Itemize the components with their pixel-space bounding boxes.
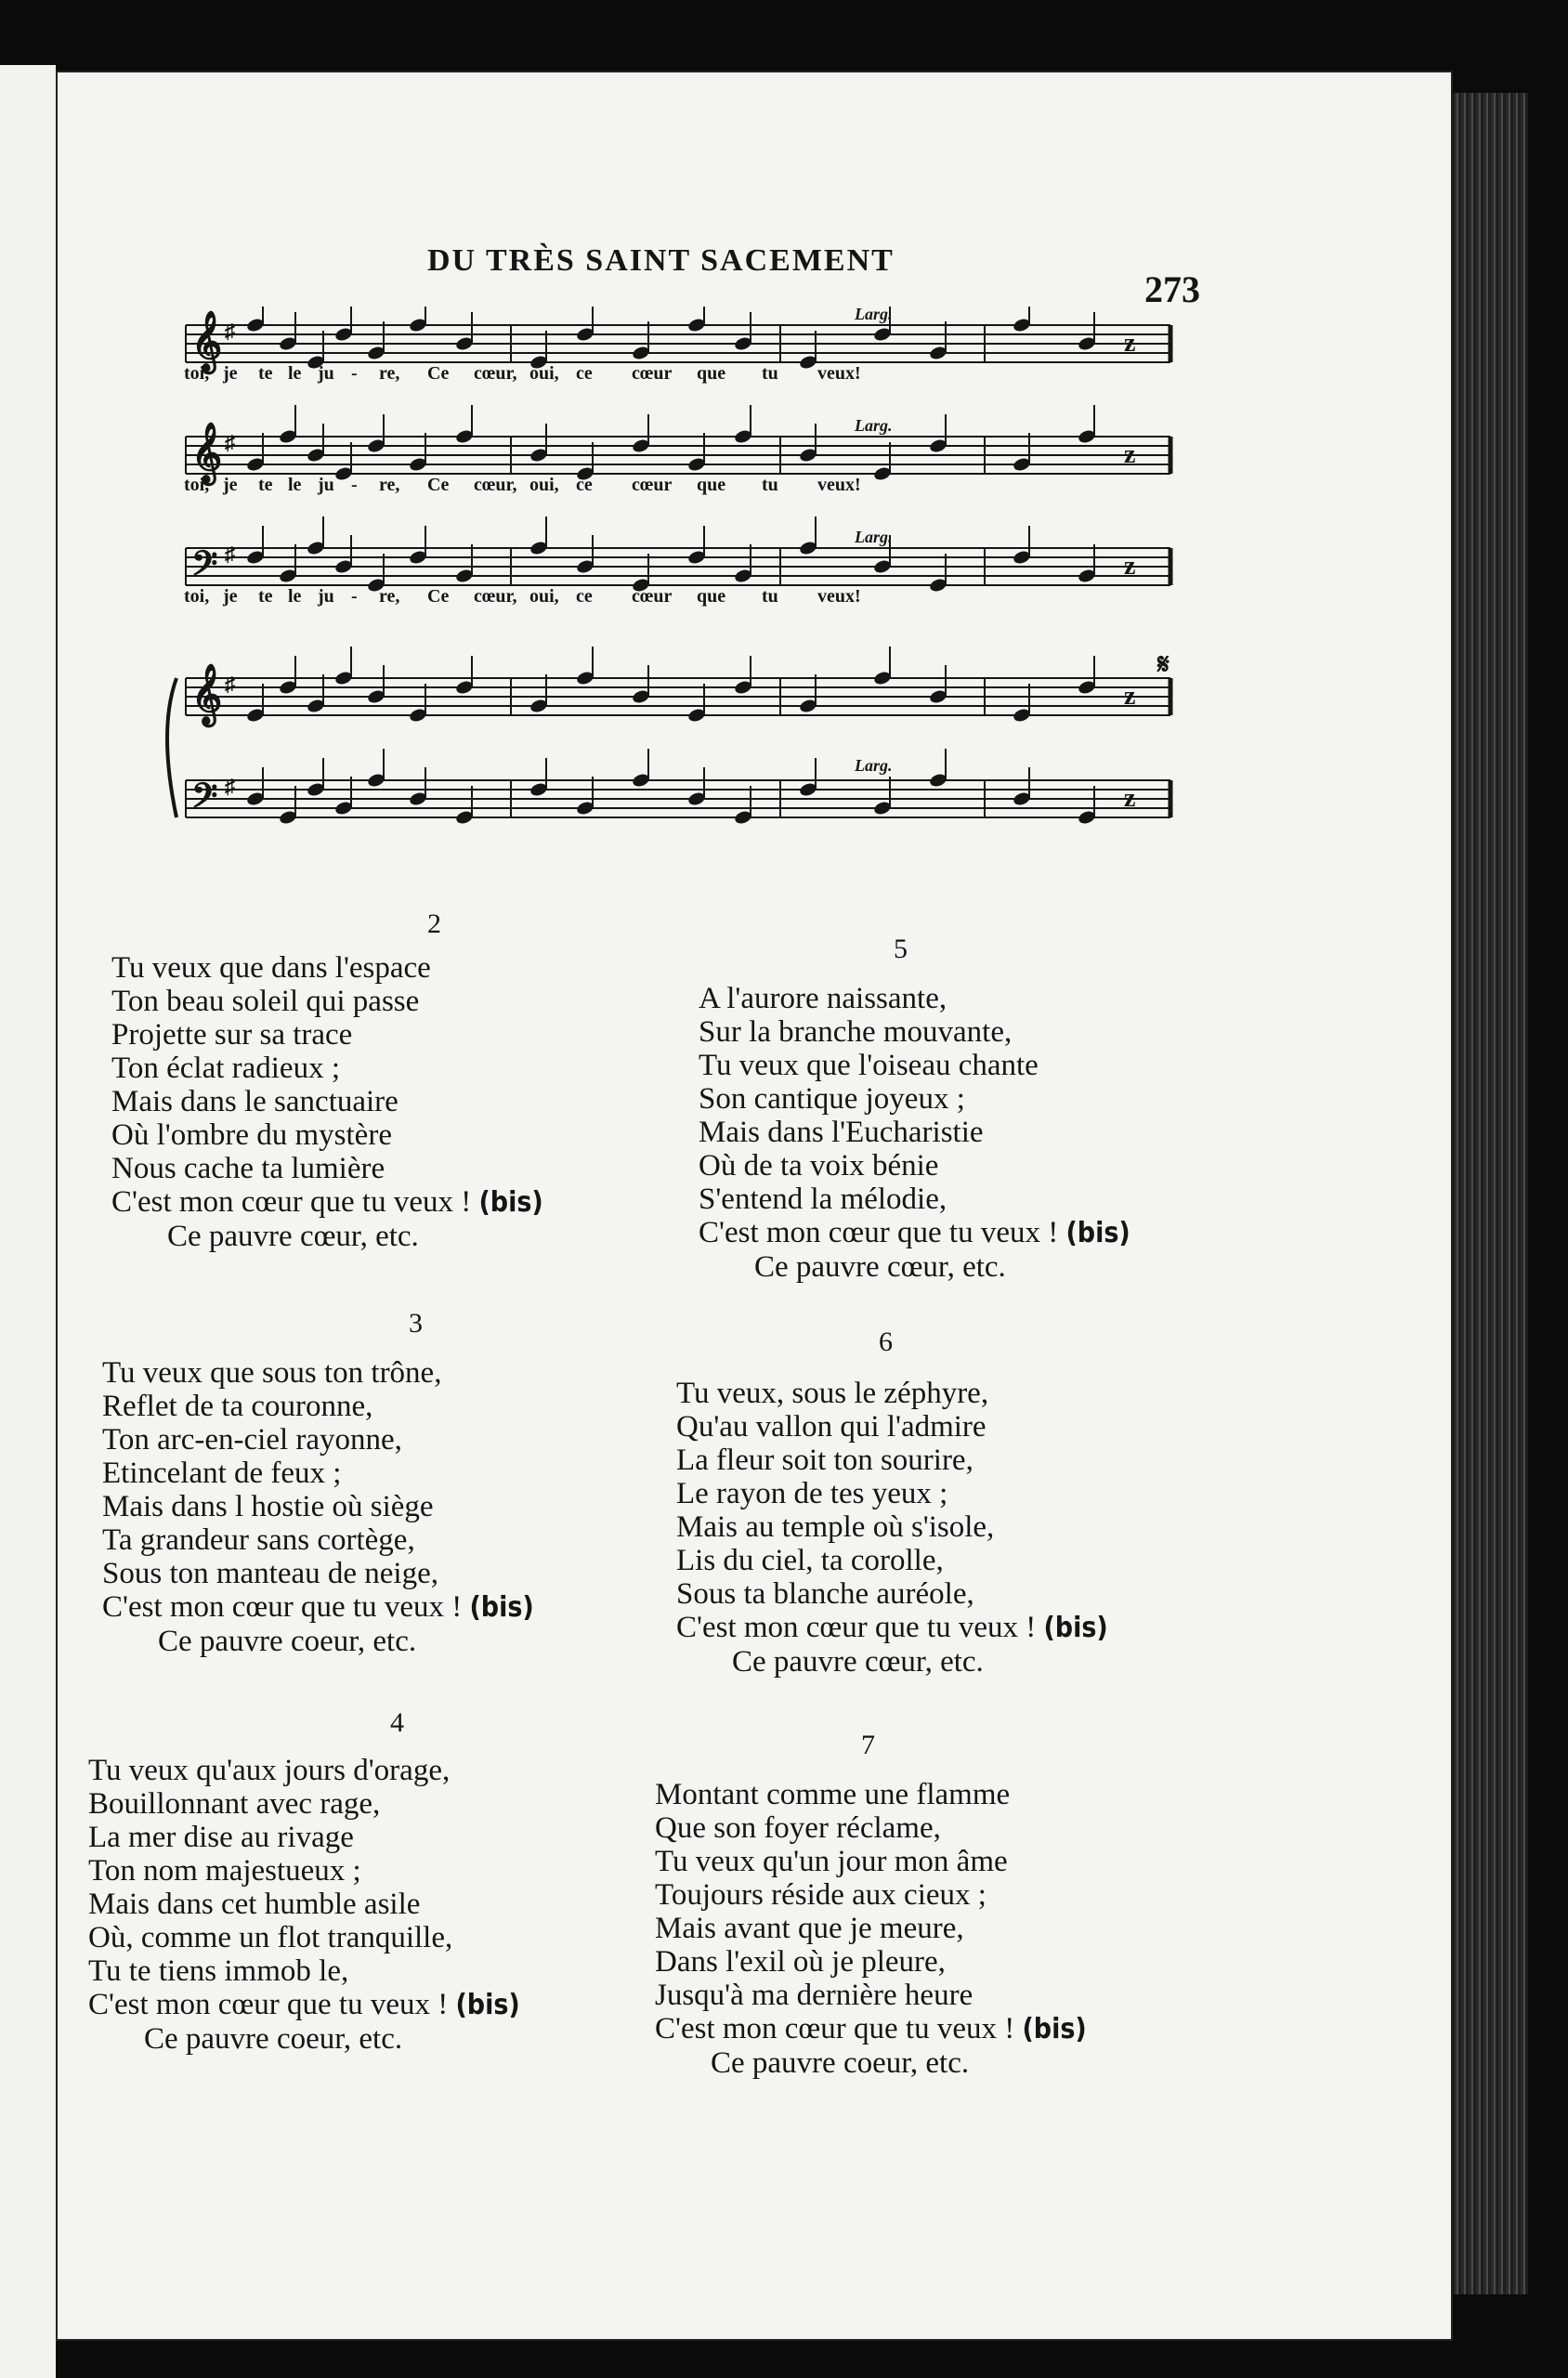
lyric-syllable: ju [318, 363, 334, 384]
verse-line-refrain-cue: C'est mon cœur que tu veux ! (bis) [88, 1988, 520, 2021]
lyric-syllable: - [351, 363, 358, 384]
verse-line: Où de ta voix bénie [699, 1149, 939, 1182]
bis-marker: (bis) [1043, 1612, 1108, 1644]
bis-marker: (bis) [455, 1989, 520, 2021]
lyric-syllable: oui, [529, 363, 559, 384]
stanza-number: 5 [894, 934, 908, 964]
verse-line: Toujours réside aux cieux ; [655, 1878, 987, 1912]
tempo-marking: Larg. [855, 416, 893, 435]
tempo-marking: Larg. [855, 756, 893, 775]
lyric-syllable: Ce [427, 475, 450, 495]
verse-line: Sous ta blanche auréole, [676, 1577, 974, 1611]
verse-line-refrain-cue: C'est mon cœur que tu veux ! (bis) [676, 1611, 1108, 1644]
lyric-syllable: veux! [817, 363, 861, 384]
verse-line: Jusqu'à ma dernière heure [655, 1979, 973, 2012]
refrain-line: Ce pauvre cœur, etc. [732, 1645, 984, 1679]
lyric-syllable: ce [576, 475, 593, 495]
running-head: DU TRÈS SAINT SACEMENT [427, 243, 895, 278]
bis-marker: (bis) [1022, 2013, 1087, 2045]
stanza-number: 4 [390, 1707, 404, 1738]
page-number: 273 [1144, 268, 1200, 310]
lyric-syllable: que [697, 363, 726, 384]
key-signature-sharp-icon: ♯ [225, 320, 235, 343]
verse-line-refrain-cue: C'est mon cœur que tu veux ! (bis) [699, 1216, 1130, 1249]
verse-line: Bouillonnant avec rage, [88, 1787, 381, 1821]
lyric-syllable: re, [379, 475, 400, 495]
music-score [149, 307, 1189, 873]
bis-marker: (bis) [1065, 1217, 1130, 1249]
lyric-syllable: te [258, 586, 273, 607]
lyric-syllable: cœur, [474, 586, 517, 607]
verse-line-refrain-cue: C'est mon cœur que tu veux ! (bis) [655, 2012, 1087, 2045]
lyric-syllable: le [288, 363, 302, 384]
verse-line: Tu veux qu'aux jours d'orage, [88, 1754, 451, 1787]
bass-clef-icon: 𝄢 [191, 544, 218, 592]
verse-line: Ton éclat radieux ; [111, 1052, 341, 1085]
lyric-syllable: je [223, 475, 238, 495]
lyric-syllable: cœur [632, 586, 673, 607]
lyric-syllable: cœur [632, 363, 673, 384]
verse-line: S'entend la mélodie, [699, 1182, 947, 1216]
stanza-lines [88, 1707, 520, 2056]
verse-line: Tu te tiens immob le, [88, 1954, 349, 1988]
lyric-syllable: veux! [817, 586, 861, 607]
score-text [184, 307, 1169, 824]
tempo-marking: Larg. [855, 307, 893, 323]
rest-icon: z [1124, 682, 1136, 711]
stanza-6 [676, 1326, 1108, 1679]
refrain-line: Ce pauvre coeur, etc. [158, 1625, 417, 1658]
verse-line-refrain-cue: C'est mon cœur que tu veux ! (bis) [111, 1185, 543, 1219]
facing-page-edge [0, 65, 56, 2378]
lyric-syllable: Ce [427, 586, 450, 607]
stanza-lines [676, 1326, 1108, 1679]
lyric-syllable: tu [762, 586, 778, 607]
verse-line: Sous ton manteau de neige, [102, 1557, 439, 1590]
verse-line: Tu veux qu'un jour mon âme [655, 1845, 1008, 1878]
verse-line: Dans l'exil où je pleure, [655, 1945, 946, 1979]
stanza-lines [699, 934, 1130, 1284]
verse-line: Reflet de ta couronne, [102, 1390, 373, 1423]
score-staves [167, 325, 1170, 817]
lyric-syllable: ce [576, 586, 593, 607]
lyric-syllable: ju [318, 586, 334, 607]
verse-line: Tu veux que sous ton trône, [102, 1356, 442, 1390]
bis-marker: (bis) [469, 1591, 534, 1624]
verse-line: Que son foyer réclame, [655, 1811, 941, 1845]
treble-clef-icon: 𝄞 [191, 311, 223, 372]
lyric-syllable: tu [762, 475, 778, 495]
lyric-syllable: que [697, 586, 726, 607]
bass-clef-icon: 𝄢 [191, 777, 218, 824]
stanza-3 [102, 1308, 534, 1658]
lyric-syllable: que [697, 475, 726, 495]
verse-line: Tu veux, sous le zéphyre, [676, 1377, 989, 1410]
stanza-5 [699, 934, 1130, 1284]
verse-line: Son cantique joyeux ; [699, 1082, 965, 1116]
lyric-syllable: veux! [817, 475, 861, 495]
stanza-4 [88, 1707, 520, 2056]
verse-line: Tu veux que dans l'espace [111, 951, 431, 985]
lyric-syllable: oui, [529, 475, 559, 495]
stanza-number: 3 [409, 1308, 423, 1339]
stanza-2 [111, 908, 543, 1253]
verse-line: Etincelant de feux ; [102, 1457, 342, 1490]
key-signature-sharp-icon: ♯ [225, 673, 235, 696]
verse-line: Mais dans l hostie où siège [102, 1490, 434, 1523]
lyric-syllable: je [223, 586, 238, 607]
verse-line: Mais dans cet humble asile [88, 1888, 421, 1921]
verse-line: Montant comme une flamme [655, 1778, 1011, 1811]
lyric-syllable: toi, [184, 475, 210, 495]
treble-clef-icon: 𝄞 [191, 664, 223, 725]
lyric-syllable: toi, [184, 586, 210, 607]
rest-icon: z [1124, 552, 1136, 581]
refrain-line: Ce pauvre cœur, etc. [754, 1250, 1006, 1284]
stanza-7 [655, 1730, 1087, 2080]
lyric-syllable: cœur [632, 475, 673, 495]
lyric-syllable: le [288, 586, 302, 607]
refrain-line: Ce pauvre coeur, etc. [144, 2022, 403, 2056]
lyric-syllable: tu [762, 363, 778, 384]
verse-line: Mais avant que je meure, [655, 1912, 964, 1945]
lyric-syllable: Ce [427, 363, 450, 384]
stanza-lines [102, 1308, 534, 1658]
refrain-line: Ce pauvre cœur, etc. [167, 1220, 419, 1253]
stanza-number: 2 [427, 908, 441, 939]
stanza-lines [111, 908, 543, 1253]
rest-icon: z [1124, 329, 1136, 358]
lyric-syllable: - [351, 475, 358, 495]
verse-line: Ton arc-en-ciel rayonne, [102, 1423, 402, 1457]
book-page-edges [1454, 93, 1528, 2294]
lyric-syllable: oui, [529, 586, 559, 607]
segno-icon: 𝄋 [1157, 649, 1169, 680]
key-signature-sharp-icon: ♯ [225, 542, 235, 566]
refrain-line: Ce pauvre coeur, etc. [711, 2046, 970, 2080]
lyric-syllable: re, [379, 363, 400, 384]
lyric-syllable: ju [318, 475, 334, 495]
stanza-lines [655, 1730, 1087, 2080]
verse-line: Sur la branche mouvante, [699, 1015, 1013, 1049]
verse-line: Nous cache ta lumière [111, 1152, 385, 1185]
lyric-syllable: cœur, [474, 475, 517, 495]
verse-line: Où l'ombre du mystère [111, 1118, 392, 1152]
verse-line: Qu'au vallon qui l'admire [676, 1410, 987, 1444]
verse-line: Ton nom majestueux ; [88, 1854, 361, 1888]
verse-line: La fleur soit ton sourire, [676, 1444, 973, 1477]
lyric-syllable: - [351, 586, 358, 607]
verse-line: Ta grandeur sans cortège, [102, 1523, 415, 1557]
verse-line: Ton beau soleil qui passe [111, 985, 420, 1018]
rest-icon: z [1124, 784, 1136, 813]
lyric-syllable: te [258, 363, 273, 384]
lyric-syllable: re, [379, 586, 400, 607]
key-signature-sharp-icon: ♯ [225, 431, 235, 454]
stanza-number: 6 [879, 1326, 893, 1357]
verse-line: La mer dise au rivage [88, 1821, 354, 1854]
stanza-number: 7 [861, 1730, 875, 1760]
verse-line: Mais dans le sanctuaire [111, 1085, 399, 1118]
verse-line: Où, comme un flot tranquille, [88, 1921, 453, 1954]
verse-line: Projette sur sa trace [111, 1018, 353, 1052]
lyric-syllable: je [223, 363, 238, 384]
lyric-syllable: cœur, [474, 363, 517, 384]
verse-line: A l'aurore naissante, [699, 982, 947, 1015]
tempo-marking: Larg. [855, 528, 893, 546]
lyric-syllable: toi, [184, 363, 210, 384]
treble-clef-icon: 𝄞 [191, 423, 223, 483]
lyric-syllable: le [288, 475, 302, 495]
lyric-syllable: ce [576, 363, 593, 384]
rest-icon: z [1124, 440, 1136, 469]
verse-line: Lis du ciel, ta corolle, [676, 1544, 944, 1577]
piano-brace-icon [167, 678, 176, 817]
verse-line: Le rayon de tes yeux ; [676, 1477, 948, 1510]
lyric-syllable: te [258, 475, 273, 495]
verse-line: Tu veux que l'oiseau chante [699, 1049, 1039, 1082]
verse-line-refrain-cue: C'est mon cœur que tu veux ! (bis) [102, 1590, 534, 1624]
key-signature-sharp-icon: ♯ [225, 775, 235, 798]
verse-line: Mais au temple où s'isole, [676, 1510, 995, 1544]
verse-line: Mais dans l'Eucharistie [699, 1116, 984, 1149]
bis-marker: (bis) [478, 1186, 543, 1219]
